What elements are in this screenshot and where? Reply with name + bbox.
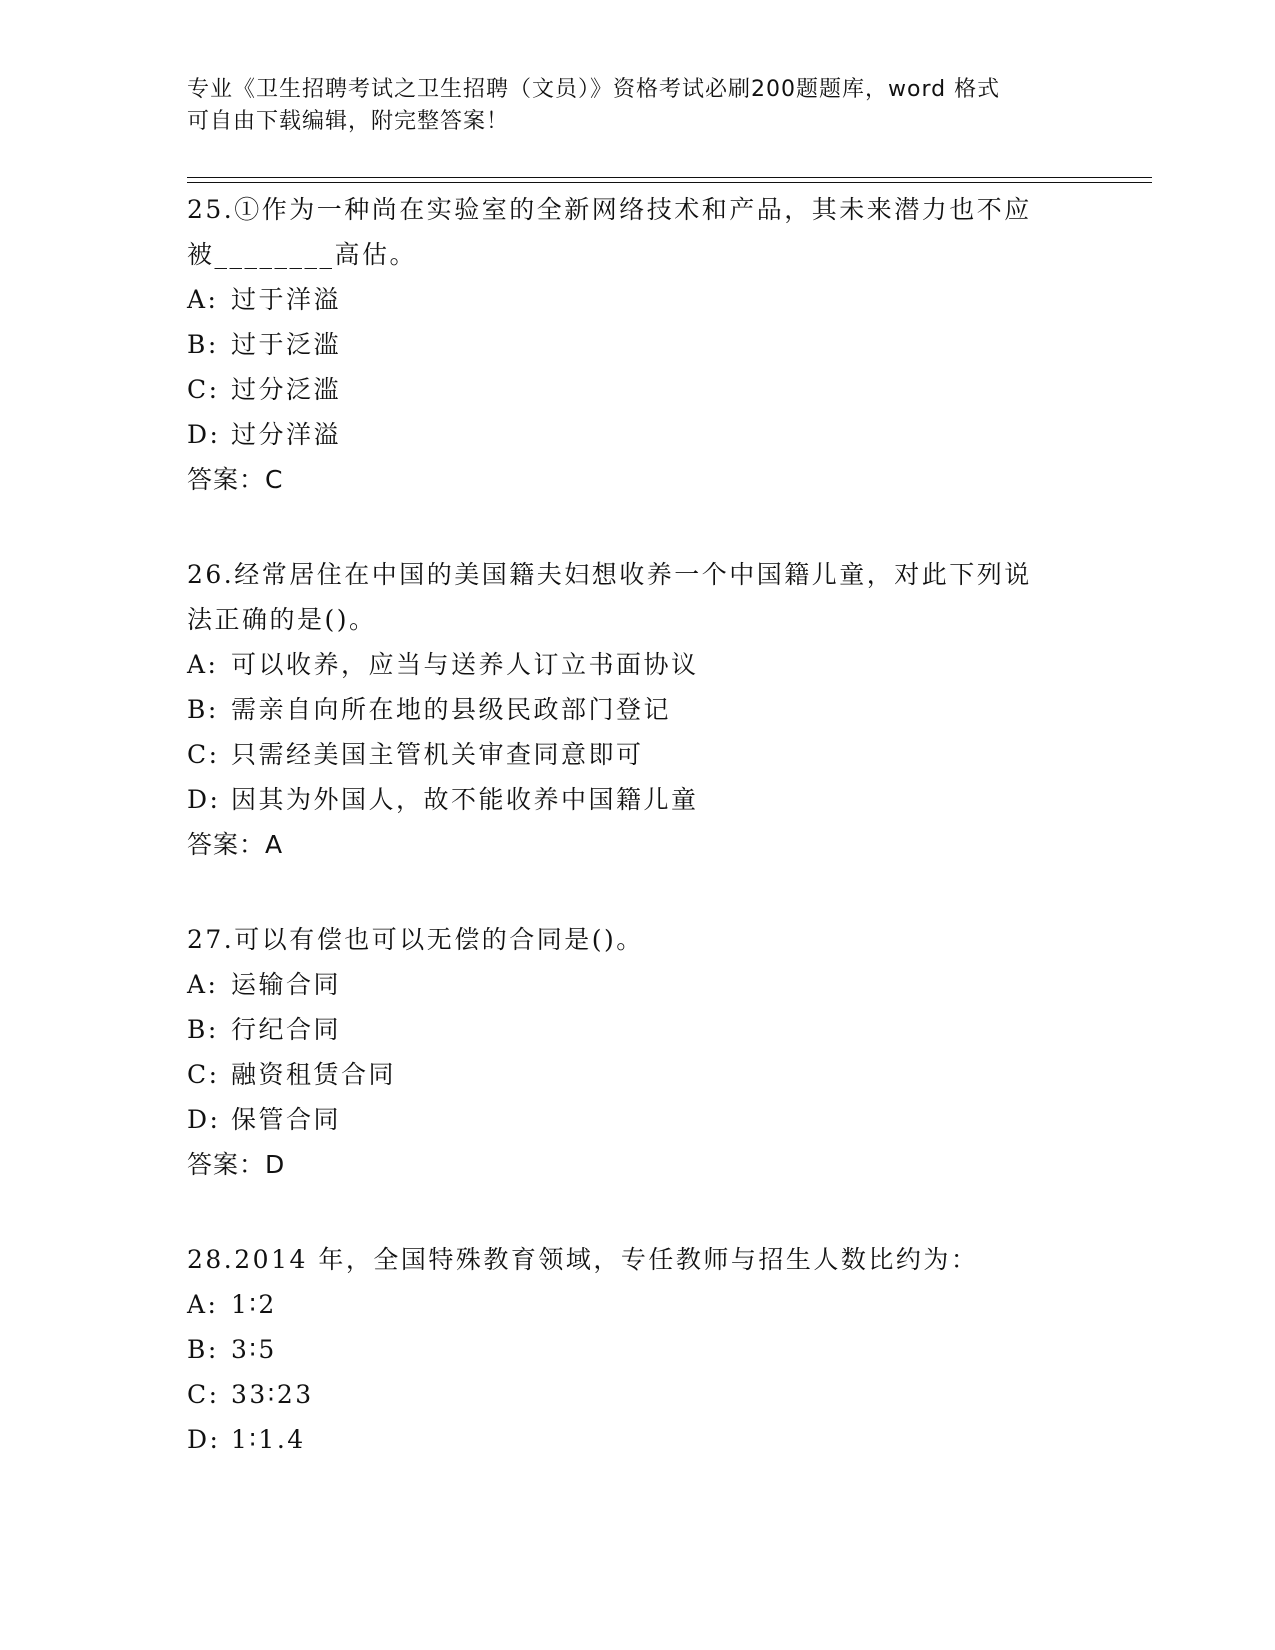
option-a <box>187 962 1087 1007</box>
option-d <box>187 412 1087 457</box>
option-key: B: <box>187 1015 219 1044</box>
header-divider-top <box>187 177 1152 178</box>
option-text: 运输合同 <box>231 970 342 999</box>
option-key: D: <box>187 1105 221 1134</box>
option-key: A: <box>187 970 219 999</box>
option-d <box>187 1417 1087 1462</box>
option-c <box>187 1052 1087 1097</box>
option-c <box>187 1372 1087 1417</box>
option-text: 融资租赁合同 <box>231 1060 397 1089</box>
option-key: C: <box>187 1380 220 1409</box>
option-text: 1∶2 <box>231 1290 277 1319</box>
option-a <box>187 642 1087 687</box>
option-a <box>187 1282 1087 1327</box>
option-key: A: <box>187 285 219 314</box>
question-28 <box>187 1237 1087 1462</box>
header-line-2: 可自由下载编辑，附完整答案！ <box>187 109 510 134</box>
option-text: 因其为外国人，故不能收养中国籍儿童 <box>231 785 699 814</box>
question-stem <box>187 917 1087 962</box>
question-stem-line: 被________高估。 <box>187 240 418 269</box>
option-d <box>187 1097 1087 1142</box>
question-25 <box>187 187 1087 502</box>
answer-line: 答案：C <box>187 465 284 494</box>
option-text: 1∶1.4 <box>231 1425 306 1454</box>
option-key: B: <box>187 695 219 724</box>
option-b <box>187 1007 1087 1052</box>
option-text: 行纪合同 <box>231 1015 342 1044</box>
option-c <box>187 732 1087 777</box>
option-key: C: <box>187 1060 220 1089</box>
option-b <box>187 1327 1087 1372</box>
option-text: 过分洋溢 <box>231 420 342 449</box>
option-b <box>187 322 1087 367</box>
option-key: C: <box>187 375 220 404</box>
option-text: 保管合同 <box>231 1105 342 1134</box>
option-a <box>187 277 1087 322</box>
question-stem-line: 28.2014 年，全国特殊教育领域，专任教师与招生人数比约为： <box>187 1245 979 1274</box>
option-key: A: <box>187 650 219 679</box>
question-27 <box>187 917 1087 1187</box>
option-key: C: <box>187 740 220 769</box>
answer-line: 答案：D <box>187 1150 286 1179</box>
question-stem-line: 25.①作为一种尚在实验室的全新网络技术和产品，其未来潜力也不应 <box>187 195 1032 224</box>
option-key: D: <box>187 1425 221 1454</box>
option-text: 过于洋溢 <box>231 285 342 314</box>
option-key: A: <box>187 1290 219 1319</box>
option-text: 可以收养，应当与送养人订立书面协议 <box>231 650 699 679</box>
option-key: B: <box>187 1335 219 1364</box>
option-text: 需亲自向所在地的县级民政部门登记 <box>231 695 672 724</box>
question-26 <box>187 552 1087 867</box>
header-divider-bottom <box>187 182 1152 183</box>
document-header <box>187 74 1087 138</box>
question-stem <box>187 1237 1087 1282</box>
option-text: 3∶5 <box>231 1335 277 1364</box>
question-stem-line: 27.可以有偿也可以无偿的合同是()。 <box>187 925 644 954</box>
question-stem-line: 26.经常居住在中国的美国籍夫妇想收养一个中国籍儿童，对此下列说 <box>187 560 1032 589</box>
option-text: 33∶23 <box>231 1380 314 1409</box>
option-c <box>187 367 1087 412</box>
option-key: B: <box>187 330 219 359</box>
question-stem <box>187 187 1087 277</box>
question-stem-line: 法正确的是()。 <box>187 605 377 634</box>
option-text: 只需经美国主管机关审查同意即可 <box>231 740 644 769</box>
option-d <box>187 777 1087 822</box>
option-text: 过分泛滥 <box>231 375 342 404</box>
option-text: 过于泛滥 <box>231 330 342 359</box>
option-b <box>187 687 1087 732</box>
option-key: D: <box>187 785 221 814</box>
header-line-1: 专业《卫生招聘考试之卫生招聘（文员）》资格考试必刷200题题库，word 格式 <box>187 77 1001 102</box>
answer-line: 答案：A <box>187 830 284 859</box>
question-stem <box>187 552 1087 642</box>
option-key: D: <box>187 420 221 449</box>
